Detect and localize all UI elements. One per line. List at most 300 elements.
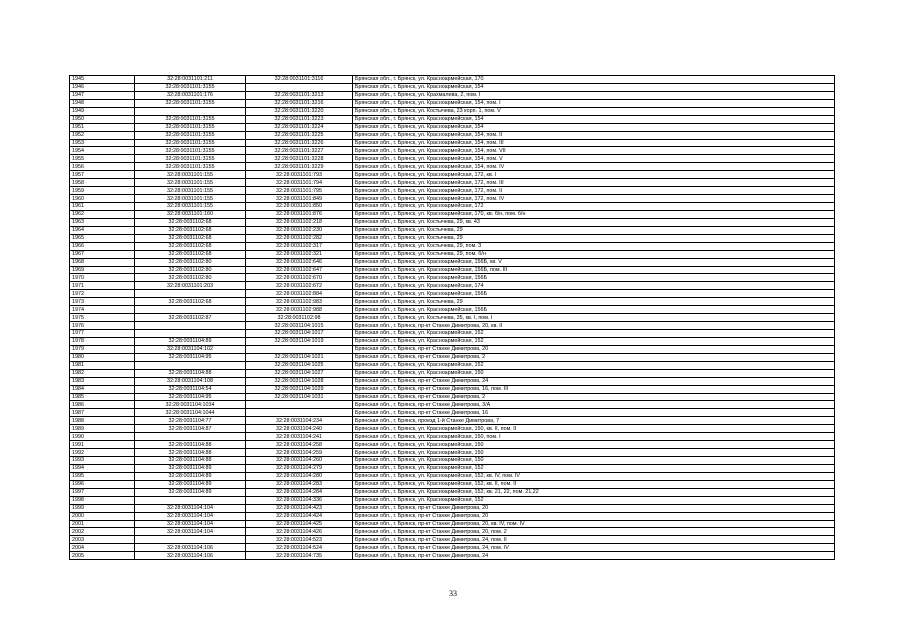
land-plot-cadastral-number: 32:28:0031101:203: [135, 282, 246, 290]
land-plot-cadastral-number: 32:28:0031104:108: [135, 377, 246, 385]
table-row: [70, 266, 835, 274]
object-cadastral-number: 32:28:0031104:280: [246, 472, 353, 480]
row-number: 1952: [70, 131, 135, 139]
object-address: Брянская обл., г. Брянск, ул. Красноармейская, 174: [353, 282, 835, 290]
object-address: Брянская обл., г. Брянск, ул. Красноармейская, 150, кв. II, пом. II: [353, 425, 835, 433]
object-cadastral-number: 32:28:0031104:735: [246, 552, 353, 560]
table-row: [70, 393, 835, 401]
land-plot-cadastral-number: 32:28:0031101:3155: [135, 83, 246, 91]
object-cadastral-number: 32:28:0031101:3116: [246, 76, 353, 84]
land-plot-cadastral-number: 32:28:0031101:3155: [135, 115, 246, 123]
table-row: [70, 314, 835, 322]
row-number: 1986: [70, 401, 135, 409]
row-number: 1990: [70, 433, 135, 441]
object-cadastral-number: 32:28:0031104:1028: [246, 377, 353, 385]
object-cadastral-number: 32:28:0031101:795: [246, 187, 353, 195]
object-cadastral-number: 32:28:0031102:988: [246, 306, 353, 314]
object-address: Брянская обл., г. Брянск, ул. Костычева, 29: [353, 226, 835, 234]
object-address: Брянская обл., г. Брянск, ул. Костычева, 29, пом. 3: [353, 242, 835, 250]
row-number: 1988: [70, 417, 135, 425]
object-address: Брянская обл., г. Брянск, ул. Красноармейская, 154: [353, 115, 835, 123]
land-plot-cadastral-number: 32:28:0031102:80: [135, 266, 246, 274]
object-address: Брянская обл., г. Брянск, ул. Красноармейская, 154: [353, 123, 835, 131]
table-row: [70, 496, 835, 504]
object-cadastral-number: 32:28:0031104:284: [246, 488, 353, 496]
object-cadastral-number: 32:28:0031104:424: [246, 512, 353, 520]
land-plot-cadastral-number: [135, 433, 246, 441]
land-plot-cadastral-number: 32:28:0031101:155: [135, 195, 246, 203]
object-address: Брянская обл., г. Брянск, пр-кт Станке Димитрова, 16, пом. III: [353, 385, 835, 393]
table-row: [70, 472, 835, 480]
table-row: [70, 218, 835, 226]
object-cadastral-number: 32:28:0031101:3225: [246, 131, 353, 139]
row-number: 1999: [70, 504, 135, 512]
row-number: 1964: [70, 226, 135, 234]
object-cadastral-number: [246, 401, 353, 409]
object-cadastral-number: 32:28:0031104:1019: [246, 337, 353, 345]
object-cadastral-number: 32:28:0031104:336: [246, 496, 353, 504]
object-address: Брянская обл., г. Брянск, ул. Красноармейская, 152, кв. 21, 22, пом. 21,22: [353, 488, 835, 496]
object-cadastral-number: [246, 345, 353, 353]
row-number: 1989: [70, 425, 135, 433]
row-number: 1947: [70, 91, 135, 99]
object-cadastral-number: 32:28:0031104:1025: [246, 361, 353, 369]
land-plot-cadastral-number: 32:28:0031101:211: [135, 76, 246, 84]
land-plot-cadastral-number: 32:28:0031104:89: [135, 464, 246, 472]
object-cadastral-number: 32:28:0031104:425: [246, 520, 353, 528]
object-address: Брянская обл., г. Брянск, ул. Красноармейская, 154, пом. II: [353, 131, 835, 139]
object-cadastral-number: 32:28:0031101:3227: [246, 147, 353, 155]
object-cadastral-number: 32:28:0031104:241: [246, 433, 353, 441]
table-row: [70, 433, 835, 441]
table-row: [70, 369, 835, 377]
land-plot-cadastral-number: 32:28:0031101:155: [135, 187, 246, 195]
object-address: Брянская обл., г. Брянск, пр-кт Станке Димитрова, 2: [353, 393, 835, 401]
row-number: 1946: [70, 83, 135, 91]
cadastral-register-table: [69, 75, 835, 560]
object-address: Брянская обл., г. Брянск, ул. Красноармейская, 170, кв. б/н, пом. б/н: [353, 210, 835, 218]
row-number: 1973: [70, 298, 135, 306]
object-cadastral-number: 32:28:0031101:3226: [246, 139, 353, 147]
object-address: Брянская обл., г. Брянск, ул. Красноармейская, 150: [353, 369, 835, 377]
table-row: [70, 155, 835, 163]
object-cadastral-number: 32:28:0031102:98: [246, 314, 353, 322]
table-row: [70, 330, 835, 338]
object-cadastral-number: 32:28:0031104:259: [246, 449, 353, 457]
object-cadastral-number: 32:28:0031104:524: [246, 544, 353, 552]
object-address: Брянская обл., г. Брянск, пр-кт Станке Димитрова, 3/А: [353, 401, 835, 409]
row-number: 1993: [70, 457, 135, 465]
row-number: 1962: [70, 210, 135, 218]
table-row: [70, 171, 835, 179]
land-plot-cadastral-number: 32:28:0031104:1044: [135, 409, 246, 417]
page-number: 33: [449, 589, 457, 598]
object-cadastral-number: 32:28:0031104:423: [246, 504, 353, 512]
row-number: 1968: [70, 258, 135, 266]
table-row: [70, 306, 835, 314]
object-cadastral-number: 32:28:0031102:672: [246, 282, 353, 290]
row-number: 1970: [70, 274, 135, 282]
object-cadastral-number: 32:28:0031104:283: [246, 480, 353, 488]
row-number: 2003: [70, 536, 135, 544]
object-address: Брянская обл., г. Брянск, ул. Красноармейская, 154, пом. VII: [353, 147, 835, 155]
row-number: 1960: [70, 195, 135, 203]
table-row: [70, 457, 835, 465]
table-row: [70, 107, 835, 115]
table-row: [70, 274, 835, 282]
land-plot-cadastral-number: 32:28:0031104:88: [135, 449, 246, 457]
land-plot-cadastral-number: 32:28:0031101:3155: [135, 147, 246, 155]
object-address: Брянская обл., г. Брянск, ул. Костычева, 29, кв. 43: [353, 218, 835, 226]
object-address: Брянская обл., г. Брянск, ул. Костычева, 29: [353, 298, 835, 306]
object-address: Брянская обл., г. Брянск, пр-кт Станке Димитрова, 20, пом. 2: [353, 528, 835, 536]
table-row: [70, 322, 835, 330]
land-plot-cadastral-number: 32:28:0031104:104: [135, 512, 246, 520]
table-body: [70, 76, 835, 560]
object-address: Брянская обл., г. Брянск, ул. Крахмалева, 2, пом. I: [353, 91, 835, 99]
object-address: Брянская обл., г. Брянск, проезд 1-й Станке Димитрова, 7: [353, 417, 835, 425]
table-row: [70, 385, 835, 393]
land-plot-cadastral-number: 32:28:0031101:3155: [135, 131, 246, 139]
land-plot-cadastral-number: 32:28:0031101:155: [135, 203, 246, 211]
row-number: 1977: [70, 330, 135, 338]
land-plot-cadastral-number: [135, 496, 246, 504]
object-address: Брянская обл., г. Брянск, ул. Красноармейская, 154, пом. I: [353, 99, 835, 107]
land-plot-cadastral-number: 32:28:0031102:68: [135, 250, 246, 258]
object-cadastral-number: 32:28:0031101:3220: [246, 107, 353, 115]
object-address: Брянская обл., г. Брянск, ул. Красноармейская, 156Б, кв. V: [353, 258, 835, 266]
row-number: 2004: [70, 544, 135, 552]
land-plot-cadastral-number: 32:28:0031101:3155: [135, 155, 246, 163]
land-plot-cadastral-number: 32:28:0031101:176: [135, 91, 246, 99]
object-address: Брянская обл., г. Брянск, пр-кт Станке Димитрова, 20: [353, 504, 835, 512]
row-number: 2005: [70, 552, 135, 560]
object-address: Брянская обл., г. Брянск, пр-кт Станке Димитрова, 24: [353, 552, 835, 560]
land-plot-cadastral-number: 32:28:0031104:102: [135, 345, 246, 353]
object-cadastral-number: 32:28:0031102:646: [246, 258, 353, 266]
land-plot-cadastral-number: 32:28:0031101:160: [135, 210, 246, 218]
row-number: 1979: [70, 345, 135, 353]
table-row: [70, 76, 835, 84]
table-row: [70, 449, 835, 457]
row-number: 1967: [70, 250, 135, 258]
land-plot-cadastral-number: [135, 306, 246, 314]
table-row: [70, 147, 835, 155]
land-plot-cadastral-number: 32:28:0031104:104: [135, 520, 246, 528]
object-cadastral-number: 32:28:0031104:523: [246, 536, 353, 544]
object-address: Брянская обл., г. Брянск, ул. Красноармейская, 172, пом. IV: [353, 195, 835, 203]
object-cadastral-number: 32:28:0031102:647: [246, 266, 353, 274]
row-number: 1984: [70, 385, 135, 393]
object-address: Брянская обл., г. Брянск, ул. Костычева, 35, кв. I, пом. I: [353, 314, 835, 322]
table-row: [70, 337, 835, 345]
land-plot-cadastral-number: 32:28:0031102:80: [135, 274, 246, 282]
row-number: 1976: [70, 322, 135, 330]
row-number: 1994: [70, 464, 135, 472]
object-cadastral-number: 32:28:0031104:234: [246, 417, 353, 425]
table-row: [70, 361, 835, 369]
land-plot-cadastral-number: 32:28:0031101:155: [135, 179, 246, 187]
land-plot-cadastral-number: 32:28:0031104:89: [135, 480, 246, 488]
row-number: 1956: [70, 163, 135, 171]
row-number: 1949: [70, 107, 135, 115]
object-address: Брянская обл., г. Брянск, ул. Красноармейская, 154, пом. V: [353, 155, 835, 163]
row-number: 1957: [70, 171, 135, 179]
land-plot-cadastral-number: 32:28:0031102:87: [135, 314, 246, 322]
row-number: 1972: [70, 290, 135, 298]
table-row: [70, 377, 835, 385]
row-number: 1985: [70, 393, 135, 401]
table-row: [70, 226, 835, 234]
table-row: [70, 139, 835, 147]
object-address: Брянская обл., г. Брянск, ул. Красноармейская, 172, кв. I: [353, 171, 835, 179]
row-number: 1961: [70, 203, 135, 211]
land-plot-cadastral-number: 32:28:0031104:104: [135, 504, 246, 512]
row-number: 1959: [70, 187, 135, 195]
object-cadastral-number: 32:28:0031101:850: [246, 203, 353, 211]
table-row: [70, 179, 835, 187]
table-row: [70, 504, 835, 512]
row-number: 1958: [70, 179, 135, 187]
land-plot-cadastral-number: 32:28:0031104:106: [135, 552, 246, 560]
table-row: [70, 187, 835, 195]
row-number: 1987: [70, 409, 135, 417]
row-number: 1974: [70, 306, 135, 314]
table-row: [70, 99, 835, 107]
land-plot-cadastral-number: 32:28:0031104:1034: [135, 401, 246, 409]
row-number: 1981: [70, 361, 135, 369]
table-row: [70, 520, 835, 528]
object-address: Брянская обл., г. Брянск, ул. Красноармейская, 156Б: [353, 306, 835, 314]
object-cadastral-number: 32:28:0031101:3229: [246, 163, 353, 171]
land-plot-cadastral-number: [135, 107, 246, 115]
object-cadastral-number: 32:28:0031104:258: [246, 441, 353, 449]
table-row: [70, 528, 835, 536]
row-number: 2002: [70, 528, 135, 536]
object-address: Брянская обл., г. Брянск, ул. Красноармейская, 150: [353, 449, 835, 457]
table-row: [70, 258, 835, 266]
object-cadastral-number: 32:28:0031102:218: [246, 218, 353, 226]
object-address: Брянская обл., г. Брянск, ул. Красноармейская, 154: [353, 83, 835, 91]
table-row: [70, 234, 835, 242]
row-number: 1955: [70, 155, 135, 163]
land-plot-cadastral-number: 32:28:0031104:89: [135, 337, 246, 345]
row-number: 1963: [70, 218, 135, 226]
land-plot-cadastral-number: 32:28:0031104:106: [135, 544, 246, 552]
row-number: 1983: [70, 377, 135, 385]
row-number: 2000: [70, 512, 135, 520]
land-plot-cadastral-number: 32:28:0031104:88: [135, 441, 246, 449]
object-address: Брянская обл., г. Брянск, ул. Красноармейская, 150, пом. I: [353, 433, 835, 441]
row-number: 1953: [70, 139, 135, 147]
object-address: Брянская обл., г. Брянск, пр-кт Станке Димитрова, 20, кв. II: [353, 322, 835, 330]
object-cadastral-number: 32:28:0031102:317: [246, 242, 353, 250]
land-plot-cadastral-number: 32:28:0031104:54: [135, 385, 246, 393]
object-address: Брянская обл., г. Брянск, ул. Красноармейская, 156Б: [353, 290, 835, 298]
object-address: Брянская обл., г. Брянск, ул. Красноармейская, 152: [353, 330, 835, 338]
object-address: Брянская обл., г. Брянск, ул. Красноармейская, 172: [353, 203, 835, 211]
object-cadastral-number: 32:28:0031101:3213: [246, 91, 353, 99]
object-cadastral-number: 32:28:0031101:794: [246, 179, 353, 187]
object-address: Брянская обл., г. Брянск, ул. Костычева, 23 корп. 1, пом. V: [353, 107, 835, 115]
table-row: [70, 417, 835, 425]
land-plot-cadastral-number: 32:28:0031101:155: [135, 171, 246, 179]
row-number: 1951: [70, 123, 135, 131]
row-number: 1991: [70, 441, 135, 449]
object-cadastral-number: 32:28:0031104:1027: [246, 369, 353, 377]
land-plot-cadastral-number: 32:28:0031104:88: [135, 457, 246, 465]
row-number: 2001: [70, 520, 135, 528]
object-cadastral-number: 32:28:0031101:3228: [246, 155, 353, 163]
row-number: 1978: [70, 337, 135, 345]
object-address: Брянская обл., г. Брянск, ул. Красноармейская, 154, пом. IV: [353, 163, 835, 171]
table-row: [70, 480, 835, 488]
object-cadastral-number: 32:28:0031104:1017: [246, 330, 353, 338]
object-cadastral-number: 32:28:0031104:260: [246, 457, 353, 465]
object-cadastral-number: 32:28:0031101:3224: [246, 123, 353, 131]
table-row: [70, 552, 835, 560]
row-number: 1975: [70, 314, 135, 322]
land-plot-cadastral-number: 32:28:0031101:3155: [135, 123, 246, 131]
object-cadastral-number: 32:28:0031102:282: [246, 234, 353, 242]
row-number: 1997: [70, 488, 135, 496]
object-cadastral-number: 32:28:0031104:1021: [246, 353, 353, 361]
row-number: 1948: [70, 99, 135, 107]
land-plot-cadastral-number: 32:28:0031104:95: [135, 353, 246, 361]
row-number: 1950: [70, 115, 135, 123]
land-plot-cadastral-number: [135, 361, 246, 369]
land-plot-cadastral-number: 32:28:0031101:3155: [135, 99, 246, 107]
land-plot-cadastral-number: 32:28:0031104:88: [135, 369, 246, 377]
table-row: [70, 163, 835, 171]
table-row: [70, 210, 835, 218]
object-cadastral-number: 32:28:0031102:230: [246, 226, 353, 234]
land-plot-cadastral-number: 32:28:0031102:68: [135, 234, 246, 242]
object-cadastral-number: 32:28:0031101:849: [246, 195, 353, 203]
object-address: Брянская обл., г. Брянск, пр-кт Станке Димитрова, 20: [353, 345, 835, 353]
object-address: Брянская обл., г. Брянск, ул. Красноармейская, 156Б: [353, 274, 835, 282]
object-cadastral-number: 32:28:0031102:321: [246, 250, 353, 258]
land-plot-cadastral-number: 32:28:0031104:77: [135, 417, 246, 425]
table-row: [70, 425, 835, 433]
row-number: 1998: [70, 496, 135, 504]
table-row: [70, 544, 835, 552]
object-address: Брянская обл., г. Брянск, пр-кт Станке Димитрова, 20: [353, 512, 835, 520]
land-plot-cadastral-number: 32:28:0031104:87: [135, 425, 246, 433]
table-row: [70, 242, 835, 250]
table-row: [70, 290, 835, 298]
object-address: Брянская обл., г. Брянск, пр-кт Станке Димитрова, 24, пом. IV: [353, 544, 835, 552]
table-row: [70, 512, 835, 520]
object-cadastral-number: 32:28:0031104:1015: [246, 322, 353, 330]
object-address: Брянская обл., г. Брянск, ул. Красноармейская, 152, кв. II, пом. II: [353, 480, 835, 488]
table-row: [70, 123, 835, 131]
object-cadastral-number: 32:28:0031102:983: [246, 298, 353, 306]
object-address: Брянская обл., г. Брянск, ул. Красноармейская, 152, кв. IV, пом. IV: [353, 472, 835, 480]
row-number: 1980: [70, 353, 135, 361]
object-cadastral-number: [246, 83, 353, 91]
row-number: 1996: [70, 480, 135, 488]
table-row: [70, 409, 835, 417]
object-address: Брянская обл., г. Брянск, ул. Красноармейская, 152: [353, 496, 835, 504]
object-cadastral-number: 32:28:0031102:884: [246, 290, 353, 298]
land-plot-cadastral-number: [135, 290, 246, 298]
object-address: Брянская обл., г. Брянск, ул. Костычева, 29, пом. б/н: [353, 250, 835, 258]
table-row: [70, 353, 835, 361]
row-number: 1992: [70, 449, 135, 457]
row-number: 1995: [70, 472, 135, 480]
object-cadastral-number: 32:28:0031104:1031: [246, 393, 353, 401]
row-number: 1969: [70, 266, 135, 274]
object-cadastral-number: 32:28:0031101:793: [246, 171, 353, 179]
row-number: 1971: [70, 282, 135, 290]
object-address: Брянская обл., г. Брянск, пр-кт Станке Димитрова, 16: [353, 409, 835, 417]
table-row: [70, 195, 835, 203]
table-row: [70, 91, 835, 99]
object-address: Брянская обл., г. Брянск, ул. Красноармейская, 172, пом. III: [353, 179, 835, 187]
object-cadastral-number: 32:28:0031104:1029: [246, 385, 353, 393]
table-row: [70, 131, 835, 139]
land-plot-cadastral-number: [135, 330, 246, 338]
object-address: Брянская обл., г. Брянск, ул. Красноармейская, 152: [353, 464, 835, 472]
object-address: Брянская обл., г. Брянск, ул. Красноармейская, 170: [353, 76, 835, 84]
object-cadastral-number: 32:28:0031104:240: [246, 425, 353, 433]
object-cadastral-number: 32:28:0031101:3216: [246, 99, 353, 107]
object-address: Брянская обл., г. Брянск, пр-кт Станке Димитрова, 24, пом. II: [353, 536, 835, 544]
object-address: Брянская обл., г. Брянск, ул. Красноармейская, 152: [353, 361, 835, 369]
object-address: Брянская обл., г. Брянск, ул. Красноармейская, 172, пом. II: [353, 187, 835, 195]
land-plot-cadastral-number: 32:28:0031104:89: [135, 472, 246, 480]
object-cadastral-number: 32:28:0031101:876: [246, 210, 353, 218]
land-plot-cadastral-number: 32:28:0031104:104: [135, 528, 246, 536]
land-plot-cadastral-number: 32:28:0031104:95: [135, 393, 246, 401]
land-plot-cadastral-number: 32:28:0031104:89: [135, 488, 246, 496]
object-cadastral-number: 32:28:0031104:426: [246, 528, 353, 536]
table-row: [70, 250, 835, 258]
land-plot-cadastral-number: 32:28:0031101:3155: [135, 163, 246, 171]
object-address: Брянская обл., г. Брянск, ул. Костычева, 29: [353, 234, 835, 242]
object-address: Брянская обл., г. Брянск, ул. Красноармейская, 152: [353, 337, 835, 345]
row-number: 1945: [70, 76, 135, 84]
land-plot-cadastral-number: [135, 536, 246, 544]
table-row: [70, 203, 835, 211]
table-row: [70, 464, 835, 472]
table-row: [70, 115, 835, 123]
object-address: Брянская обл., г. Брянск, ул. Красноармейская, 150: [353, 457, 835, 465]
land-plot-cadastral-number: [135, 322, 246, 330]
land-plot-cadastral-number: 32:28:0031102:68: [135, 218, 246, 226]
table-row: [70, 536, 835, 544]
object-address: Брянская обл., г. Брянск, ул. Красноармейская, 150: [353, 441, 835, 449]
table-row: [70, 345, 835, 353]
land-plot-cadastral-number: 32:28:0031102:68: [135, 226, 246, 234]
object-cadastral-number: 32:28:0031101:3223: [246, 115, 353, 123]
object-cadastral-number: [246, 409, 353, 417]
row-number: 1965: [70, 234, 135, 242]
object-address: Брянская обл., г. Брянск, ул. Красноармейская, 156Б, пом. III: [353, 266, 835, 274]
table-row: [70, 441, 835, 449]
object-address: Брянская обл., г. Брянск, пр-кт Станке Димитрова, 2: [353, 353, 835, 361]
object-cadastral-number: 32:28:0031102:670: [246, 274, 353, 282]
table-row: [70, 83, 835, 91]
row-number: 1966: [70, 242, 135, 250]
row-number: 1982: [70, 369, 135, 377]
table-row: [70, 401, 835, 409]
object-address: Брянская обл., г. Брянск, пр-кт Станке Димитрова, 20, кв. IV, пом. IV: [353, 520, 835, 528]
row-number: 1954: [70, 147, 135, 155]
object-address: Брянская обл., г. Брянск, ул. Красноармейская, 154, пом. III: [353, 139, 835, 147]
table-row: [70, 282, 835, 290]
